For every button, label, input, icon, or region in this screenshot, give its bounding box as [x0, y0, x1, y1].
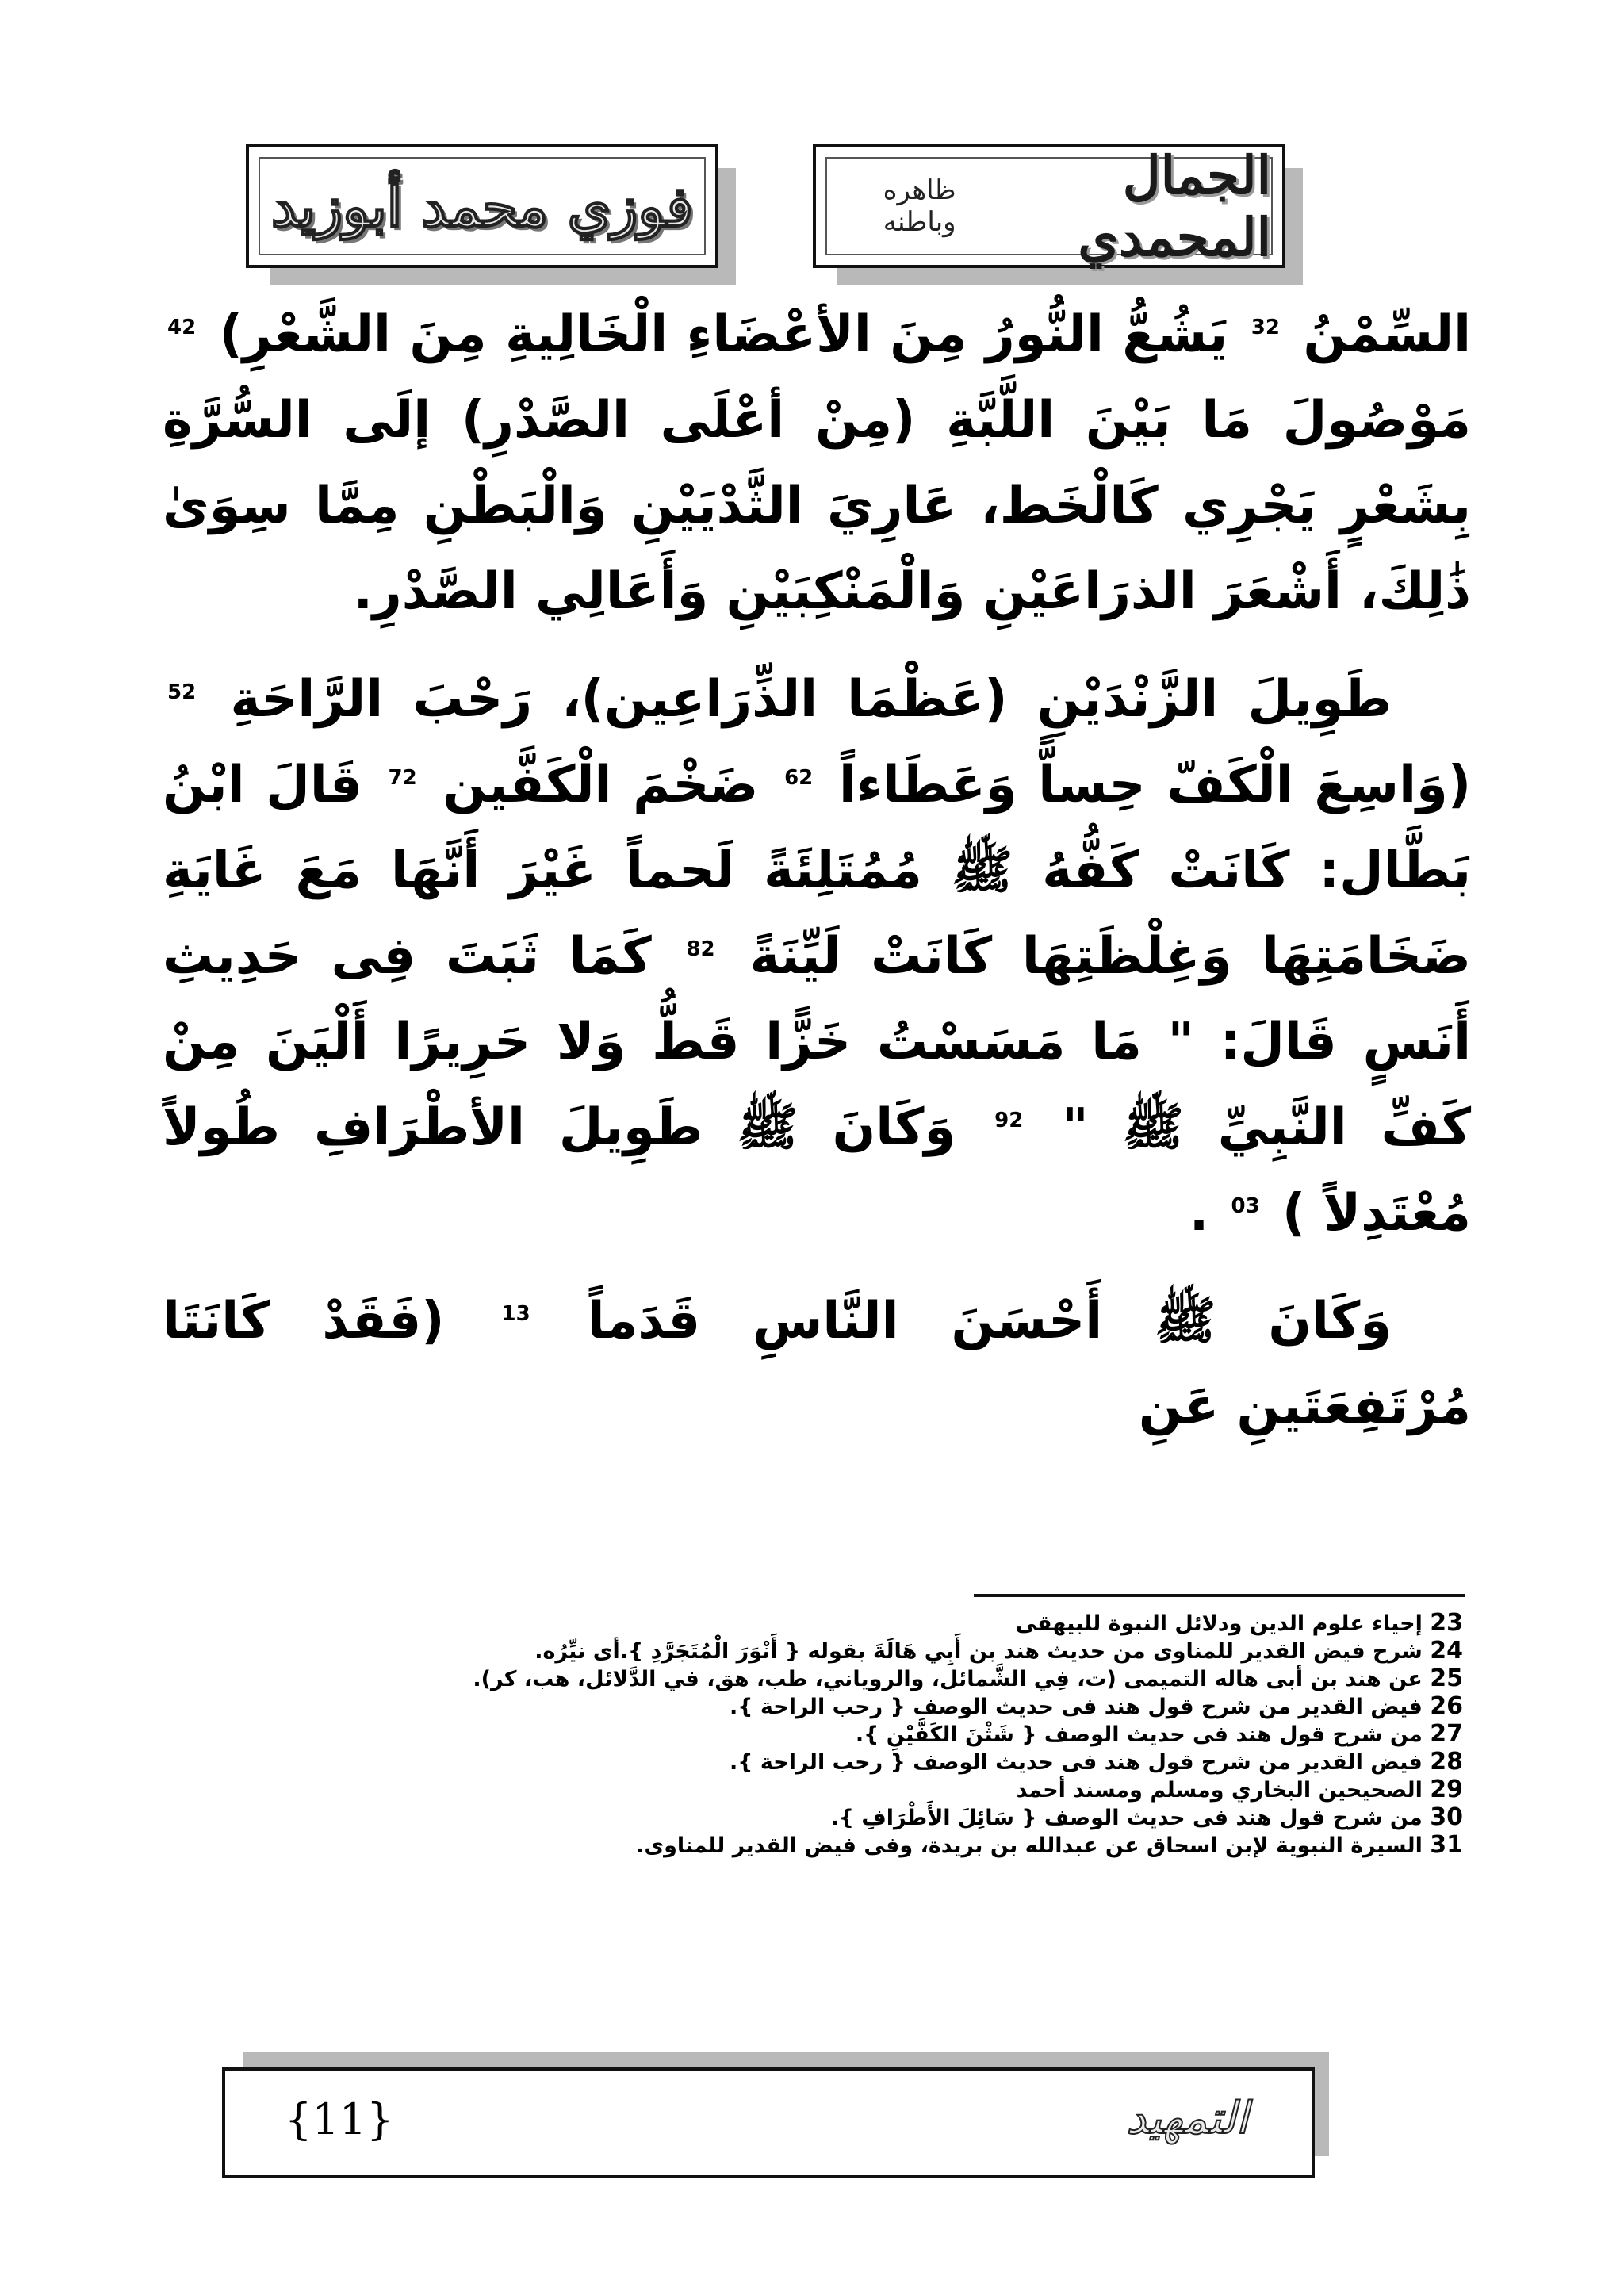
book-title-frame — [825, 144, 1273, 268]
footnote-number: 24 — [1430, 1637, 1463, 1665]
footnote-text: فيض القدير من شرح قول هند فى حديث الوصف { رحب الراحة }. — [730, 1750, 1423, 1775]
footnote-ref[interactable]: 32 — [1251, 315, 1280, 339]
text-run: كَمَا ثَبَتَ فِى حَدِيثِ أَنَسٍ قَالَ: " مَا مَسَسْتُ خَزًّا قَطُّ وَلا حَرِيرًا أَلْيَنَ مِنْ كَفِّ النَّبِيِّ — [163, 927, 1472, 1157]
footnote-number: 23 — [1430, 1609, 1463, 1637]
footnote-text: فيض القدير من شرح قول هند فى حديث الوصف { رحب الراحة }. — [730, 1695, 1423, 1719]
footnote-ref[interactable]: 82 — [686, 937, 715, 961]
salawat-glyph: ﷺ — [1122, 1098, 1184, 1157]
paragraph-2 — [163, 657, 1471, 1256]
footnote-ref[interactable]: 62 — [784, 765, 814, 790]
text-run: مُمُتَلِئَةً لَحماً غَيْرَ أَنَّهَا مَعَ غَايَةِ ضَخَامَتِهَا وَغِلْظَتِهَا كَانَتْ لَيِّنَةً — [163, 841, 1472, 986]
book-title-box — [813, 144, 1285, 268]
footnote-item — [163, 1721, 1463, 1749]
footnote-ref[interactable]: 03 — [1231, 1193, 1260, 1218]
paragraph-3 — [163, 1278, 1471, 1450]
footnote-item — [163, 1610, 1463, 1638]
footnote-number: 30 — [1430, 1803, 1463, 1831]
book-subtitle: ظاهره وباطنه — [883, 174, 956, 238]
author-box — [246, 144, 718, 268]
paragraph-1 — [163, 292, 1471, 634]
footnote-number: 29 — [1430, 1776, 1463, 1803]
text-run: وَكَانَ — [832, 1098, 956, 1157]
footnote-text: من شرح قول هند فى حديث الوصف { شَثْنَ الكَفَّيْنِ }. — [855, 1722, 1423, 1747]
footnote-text: السيرة النبوية لإبن اسحاق عن عبدالله بن بريدة، وفى فيض القدير للمناوى. — [636, 1833, 1423, 1858]
footnote-number: 28 — [1430, 1748, 1463, 1776]
text-run: (وَاسِعَ الْكَفّ حِساًّ وَعَطَاءاً — [839, 756, 1472, 814]
text-run: " — [1062, 1098, 1089, 1157]
page-footer — [222, 2067, 1315, 2178]
text-run: وَكَانَ — [1268, 1292, 1392, 1350]
footnote-ref[interactable]: 13 — [501, 1301, 530, 1326]
footnote-item — [163, 1638, 1463, 1665]
footnote-text: إحياء علوم الدين ودلائل النبوة للبيهقى — [1015, 1611, 1423, 1636]
footnote-item — [163, 1665, 1463, 1693]
footnote-text: عن هند بن أبى هاله التميمى (ت، فِي الشَّمائل، والروياني، طب، هق، في الدَّلائل، هب، كر). — [473, 1667, 1423, 1691]
text-run: قَالَ ابْنُ بَطَّال: كَانَتْ كَفُّهُ — [163, 756, 1472, 900]
footnote-item — [163, 1804, 1463, 1832]
text-run: . — [1189, 1184, 1209, 1243]
footnote-ref[interactable]: 92 — [994, 1108, 1024, 1132]
footnote-item — [163, 1749, 1463, 1776]
salawat-glyph: ﷺ — [951, 841, 1013, 900]
footnote-number: 31 — [1430, 1831, 1463, 1859]
salawat-glyph: ﷺ — [737, 1098, 799, 1157]
text-run: ضَخْمَ الْكَفَّين — [442, 756, 759, 814]
footnote-ref[interactable]: 72 — [388, 765, 417, 790]
footnote-number: 25 — [1430, 1665, 1463, 1692]
text-run: يَشُعُّ النُّورُ مِنَ الأعْضَاءِ الْخَالِيةِ مِنَ الشَّعْرِ) — [219, 305, 1228, 364]
text-run: طَوِيلَ الأطْرَافِ طُولاً مُعْتَدِلاً ) — [163, 1098, 1471, 1243]
text-run: طَوِيلَ الزَّنْدَيْنِ (عَظْمَا الذِّرَاعِين)، رَحْبَ الرَّاحَةِ — [230, 670, 1392, 729]
book-title: الجمال المحمدي — [1078, 144, 1271, 268]
footnote-ref[interactable]: 52 — [167, 680, 197, 704]
text-run: (فَقَدْ كَانَتَا مُرْتَفِعَتَينِ عَنِ — [163, 1292, 1471, 1436]
footnote-item — [163, 1693, 1463, 1721]
footnote-text: شرح فيض القدير للمناوى من حديث هند بن أَبِي هَالَةَ بقوله { أَنْوَرَ الْمُتَجَرَّدِ }.أى نيِّرُه. — [534, 1639, 1423, 1664]
page-number: {11} — [285, 2094, 394, 2144]
footnote-number: 26 — [1430, 1692, 1463, 1720]
footnote-item — [163, 1776, 1463, 1804]
text-run: أَحْسَنَ النَّاسِ قَدَماً — [587, 1292, 1103, 1350]
text-run: السِّمْنُ — [1303, 305, 1472, 364]
text-run: مَوْصُولَ مَا بَيْنَ اللَّبَّةِ (مِنْ أعْلَى الصَّدْرِ) إلَى السُّرَّةِ بِشَعْرٍ يَجْرِي كَالْخَط، عَارِيَ الثَّدْيَيْنِ وَالْبَطْنِ مِمَّا سِوَىٰ ذَٰلِكَ، أَشْعَرَ الذرَاعَيْنِ وَالْمَنْكِبَيْنِ وَأَعَالِي الصَّدْرِ. — [163, 391, 1471, 621]
chapter-title: التمهيد — [1126, 2093, 1248, 2144]
footnote-ref[interactable]: 42 — [167, 315, 197, 339]
footnotes — [163, 1610, 1463, 1860]
footnote-separator — [974, 1594, 1465, 1597]
footnote-text: من شرح قول هند فى حديث الوصف { سَائِلَ الأَطْرَافِ }. — [830, 1806, 1423, 1830]
salawat-glyph: ﷺ — [1155, 1292, 1216, 1350]
footnote-number: 27 — [1430, 1720, 1463, 1748]
author-frame — [259, 157, 706, 255]
footnote-item — [163, 1832, 1463, 1860]
author-name: فوزي محمد أبوزيد — [271, 173, 693, 239]
main-text — [163, 292, 1471, 1472]
footnote-text: الصحيحين البخاري ومسلم ومسند أحمد — [1016, 1778, 1423, 1803]
